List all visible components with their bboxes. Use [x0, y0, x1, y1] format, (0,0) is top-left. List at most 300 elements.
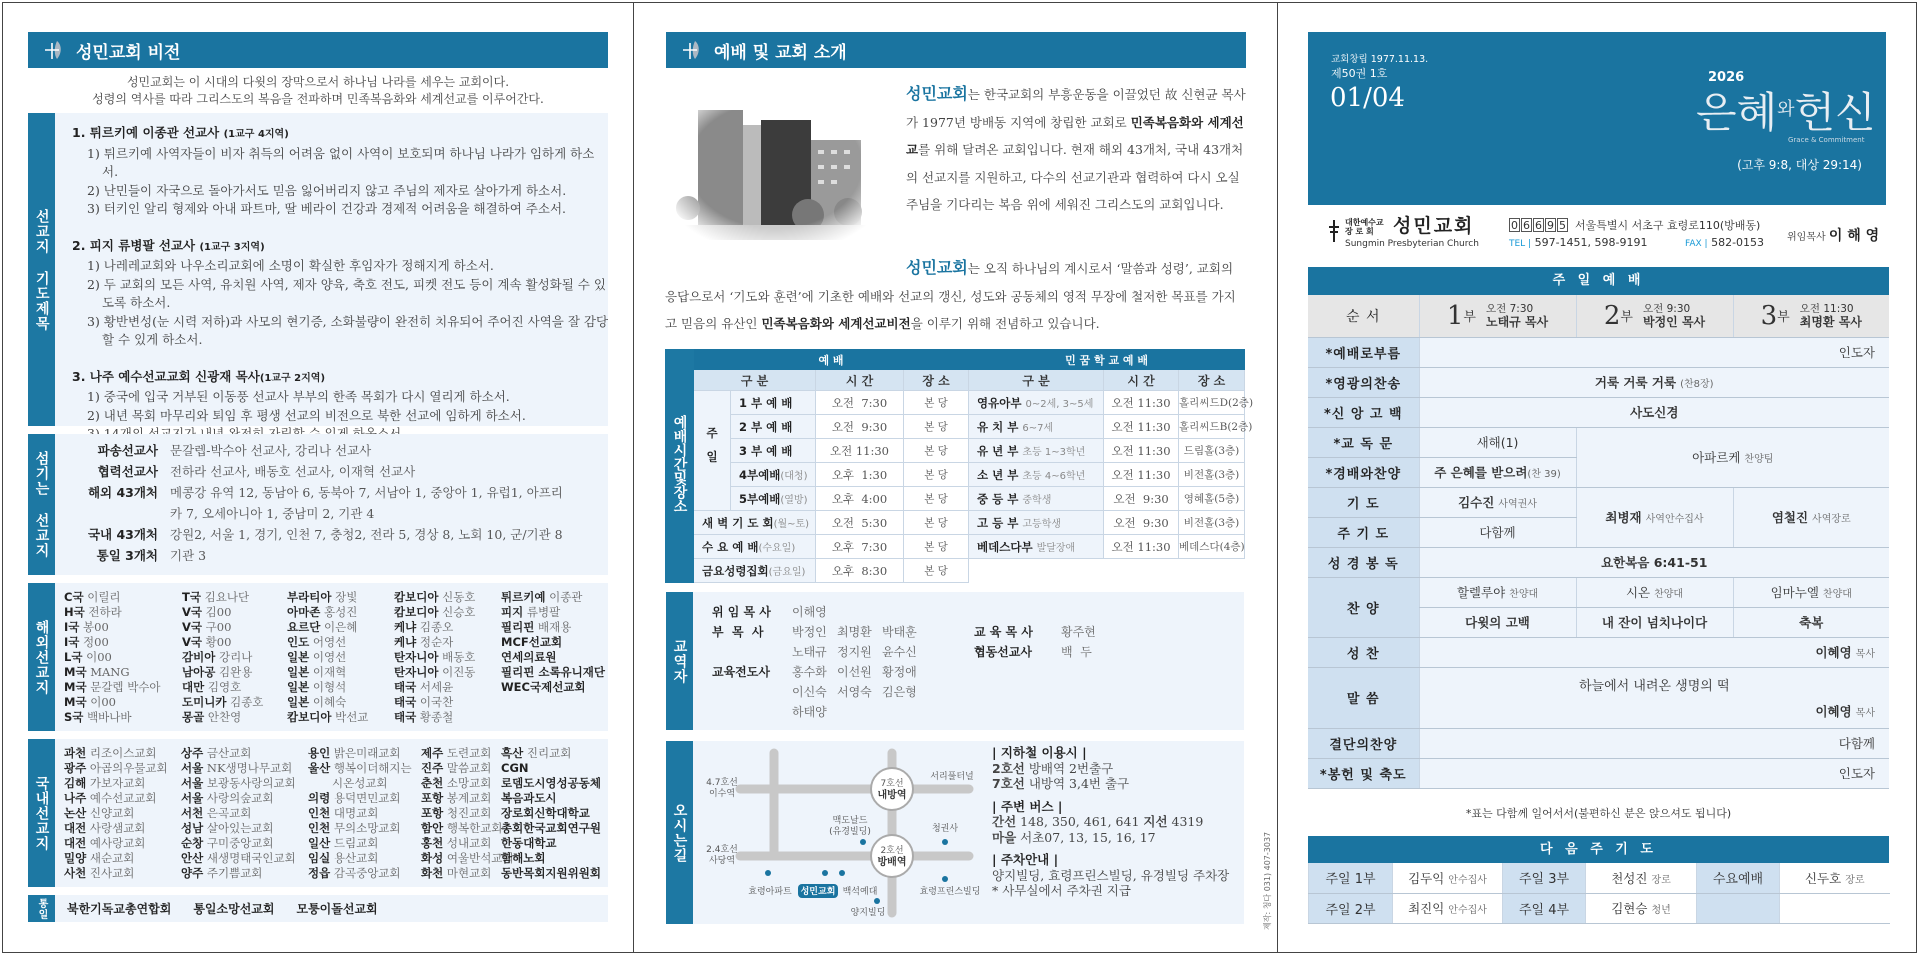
- list-item: [64, 665, 161, 680]
- name: 이진동: [442, 665, 476, 679]
- bus-numbers: 서초07, 13, 15, 16, 17: [1020, 829, 1156, 845]
- list-item: [182, 710, 263, 725]
- name: 리조이스교회: [89, 746, 157, 760]
- map-label: 사당역: [708, 856, 736, 866]
- list-item: [181, 851, 296, 866]
- list-item: [64, 620, 161, 635]
- staff-name: 김은형: [882, 685, 917, 699]
- list-item: [64, 821, 168, 836]
- region: 홍천: [421, 836, 444, 850]
- list-item: [394, 650, 475, 665]
- list-item: [287, 635, 368, 650]
- text-run: 는 한국교회의 부흥운동을 이끌었던 故 신현균 목사가 1977년 방배동 지역에 창립한 교회로: [906, 87, 1246, 130]
- dept-time: 오전 9:30: [1104, 511, 1179, 535]
- region: 태국: [394, 710, 417, 724]
- service-name: [694, 511, 816, 535]
- row-label: *경배와찬양: [1308, 457, 1419, 487]
- list-item: [64, 836, 168, 851]
- region: 함안: [421, 821, 444, 835]
- name: 이종관: [549, 590, 583, 604]
- list-item: [501, 776, 601, 791]
- list-item: [287, 650, 368, 665]
- staff-name: 백 두: [1061, 645, 1092, 659]
- name: 소망교회: [446, 776, 492, 790]
- service-name-text: 수 요 예 배: [702, 539, 759, 554]
- prayer-point: 3) 터키인 알리 형제와 아내 파트마, 딸 베라이 건강과 경제적 어려움을 해결하여 주소서.: [87, 201, 567, 216]
- name: 행복이더해지는: [333, 761, 412, 775]
- map-label-church: 성민교회: [800, 887, 836, 897]
- parking-heading: | 주차안내 |: [992, 852, 1059, 867]
- name: 새순교회: [89, 851, 135, 865]
- map-label: (유경빌딩): [829, 827, 871, 837]
- service-note: (월~토): [773, 518, 810, 530]
- service-place: 본 당: [904, 415, 969, 439]
- zip-code: [1509, 218, 1568, 232]
- dept-name: [969, 439, 1104, 463]
- region: 흑산: [501, 746, 524, 760]
- list-item: [181, 791, 296, 806]
- region: CGN: [501, 761, 529, 775]
- staff-role: 교육전도사: [712, 665, 770, 679]
- overseas-section: [28, 583, 608, 731]
- dept-name-text: 중 등 부: [977, 491, 1019, 506]
- name: 무의소망교회: [333, 821, 401, 835]
- name: 구00: [205, 620, 232, 634]
- offering-benediction: 인도자: [1419, 758, 1889, 788]
- list-item: [308, 776, 412, 791]
- region: M국: [64, 665, 87, 679]
- list-column: [421, 746, 514, 881]
- intro-header: [666, 32, 1246, 68]
- table-row: [666, 439, 1245, 463]
- worship-schedule-table: [665, 349, 1254, 583]
- name: 성내교회: [446, 836, 492, 850]
- list-item: [421, 761, 514, 776]
- region: 인천: [308, 821, 331, 835]
- name: MANG: [90, 665, 130, 679]
- region: 함해노회: [501, 851, 546, 865]
- region: 필리핀 소록유니재단: [501, 665, 605, 679]
- theme-verse: (고후 9:8, 대상 29:14): [1737, 158, 1862, 172]
- region: 연세의료원: [501, 650, 557, 664]
- staff-label: 교역자: [666, 592, 693, 730]
- name: 이혜숙: [312, 695, 347, 709]
- sermon: 하늘에서 내려온 생명의 떡 이혜영 목사: [1419, 667, 1889, 728]
- region: 일본: [287, 665, 310, 679]
- name: NK생명나무교회: [206, 761, 293, 775]
- region: 화천: [421, 866, 444, 880]
- region: 피지: [501, 605, 524, 619]
- list-item: [182, 605, 263, 620]
- text-run: 는 오직 하나님의 계시로서 ‘말씀과 성령’, 교회의 응답으로서 ‘기도와 훈련’에 기초한 예배와 선교의 갱신, 성도와 공동체의 영적 무장에 철저한 목표를 가지고 믿음의 유산인: [665, 261, 1236, 331]
- choir: 임마누엘 찬양대: [1733, 577, 1889, 607]
- list-item: [181, 761, 296, 776]
- map-label: 효령프린스빌딩: [919, 887, 981, 897]
- person-title: 안수집사: [1448, 874, 1487, 886]
- col-place: 장 소: [1179, 370, 1245, 391]
- list-column: [501, 590, 605, 695]
- dept-name-text: 베데스다부: [977, 539, 1033, 554]
- list-item: [181, 836, 296, 851]
- unification-label: 통일: [28, 895, 55, 922]
- creed: 사도신경: [1419, 397, 1889, 427]
- region: 동반목회지원위원회: [501, 866, 601, 880]
- table-row: [666, 535, 1245, 559]
- list-item: [501, 746, 601, 761]
- staff-name: 정지원: [837, 645, 872, 659]
- list-item: [181, 806, 296, 821]
- list-item: [287, 620, 368, 635]
- prayer-point: 1) 중국에 입국 거부된 이동풍 선교사 부부의 한족 목회가 다시 열리게 하소서.: [87, 389, 510, 404]
- map-label: 청권사: [931, 824, 959, 834]
- responsive-reading: 새해(1): [1419, 427, 1576, 457]
- prayer-point: 1) 나레레교회와 나우소리교회에 소명이 확실한 후임자가 정해지게 하소서.: [87, 258, 494, 273]
- name: 신동호: [442, 590, 476, 604]
- name: 황00: [205, 635, 232, 649]
- map-label: 방배역: [877, 857, 907, 868]
- region: 사천: [64, 866, 87, 880]
- service-place: 본 당: [904, 487, 969, 511]
- region: 포항: [421, 791, 444, 805]
- serving-row: [55, 524, 608, 545]
- region: 부라티아: [287, 590, 332, 604]
- name: 감곡중앙교회: [333, 866, 401, 880]
- vision-line: 성령의 역사를 따라 그리스도의 복음을 전파하며 민족복음화와 세계선교를 이루어간다.: [92, 92, 544, 106]
- slot-person: [1393, 893, 1503, 923]
- name: 류병팔: [526, 605, 561, 619]
- region: 일산: [308, 836, 331, 850]
- church-identity: [1325, 215, 1885, 252]
- list-item: [287, 605, 368, 620]
- service-name-text: 3 부 예 배: [739, 443, 793, 458]
- church-building-photo: [673, 90, 878, 240]
- row-label: 성 찬: [1308, 637, 1419, 667]
- missionary-name: 3. 나주 예수선교교회 신광재 목사: [72, 368, 260, 384]
- lords-prayer: 다함께: [1419, 517, 1576, 547]
- text-run: 민족복음화와 세계선교: [906, 114, 1244, 157]
- school-header: 민 꿈 학 교 예 배: [969, 350, 1245, 370]
- serving-row: [55, 482, 608, 524]
- name: 이00: [86, 650, 112, 664]
- region: 몽골: [182, 710, 205, 724]
- list-item: [287, 590, 368, 605]
- slot-label: 주일 3부: [1503, 863, 1586, 893]
- name: 강리나: [218, 650, 253, 664]
- region: 광주: [64, 761, 87, 775]
- order-header: 순 서: [1308, 295, 1419, 337]
- name: 살아있는교회: [206, 821, 274, 835]
- list-item: [308, 836, 412, 851]
- list-item: [394, 590, 475, 605]
- list-item: [64, 710, 161, 725]
- dept-note: 발달장애: [1036, 542, 1076, 554]
- name: 용덕면민교회: [333, 791, 401, 805]
- name: 예사랑교회: [89, 836, 146, 850]
- service-name: [731, 391, 816, 415]
- name: 배재용: [537, 620, 572, 634]
- prayer-point: 2) 난민들이 자국으로 돌아가서도 믿음 잃어버리지 않고 주님의 제자로 살아가게 하소서.: [87, 182, 567, 198]
- list-item: [421, 836, 514, 851]
- region: WEC국제선교회: [501, 680, 586, 694]
- service-note: (열방): [780, 494, 808, 506]
- row-label: 결단의찬양: [1308, 728, 1419, 758]
- map-label: 백석예대: [842, 887, 878, 897]
- serving-key: 국내 43개처: [87, 527, 158, 542]
- row-label: *신 앙 고 백: [1308, 397, 1419, 427]
- region: 논산: [64, 806, 87, 820]
- list-item: [64, 851, 168, 866]
- region: I국: [64, 635, 80, 649]
- part-number: 1: [1446, 300, 1464, 331]
- region: 태국: [394, 680, 417, 694]
- region: 순창: [181, 836, 204, 850]
- region: 탄자니아: [394, 665, 439, 679]
- location-map: [700, 741, 990, 924]
- region: 케냐: [394, 620, 417, 634]
- name: 홍성진: [323, 605, 358, 619]
- serving-key: 파송선교사: [97, 443, 158, 458]
- prayer-item-title: [72, 237, 608, 258]
- prayer-1: 김수진 사역권사: [1419, 487, 1576, 517]
- senior-pastor: 위임목사 이 해 영: [1787, 228, 1880, 244]
- name: 도련교회: [446, 746, 492, 760]
- name: 새생명태국인교회: [206, 851, 296, 865]
- list-item: [182, 665, 263, 680]
- schedule-label-text: 예배시간및장소: [671, 415, 688, 513]
- name: 서세윤: [419, 680, 454, 694]
- list-item: [501, 665, 605, 680]
- list-item: [421, 791, 514, 806]
- slot-label: 주일 4부: [1503, 893, 1586, 923]
- row-label: *봉헌 및 축도: [1308, 758, 1419, 788]
- dept-place: 홀리씨드D(2층): [1179, 391, 1245, 415]
- zip-digit: 0: [1511, 219, 1518, 232]
- credit-text: 제작: 청다 031) 407-3037: [1263, 831, 1272, 930]
- zip-digit: 9: [1547, 219, 1554, 232]
- list-item: [64, 605, 161, 620]
- list-item: [394, 620, 475, 635]
- region: 캄보디아: [394, 605, 439, 619]
- list-item: [287, 680, 368, 695]
- dept-place: 영혜홀(5층): [1179, 487, 1245, 511]
- dept-note: 고등학생: [1022, 518, 1062, 530]
- list-item: [501, 836, 601, 851]
- region: 필리핀: [501, 620, 535, 634]
- serving-value: 문갈렙-박수아 선교사, 강리나 선교사: [170, 443, 372, 458]
- table-row: [666, 463, 1245, 487]
- service-part-header: [1419, 295, 1576, 337]
- serving-value: 강원2, 서울 1, 경기, 인천 7, 충청2, 전라 5, 경상 8, 노회 10, 군/기관 8: [170, 527, 563, 542]
- name: 김종호: [230, 695, 264, 709]
- list-item: [501, 806, 601, 821]
- region: 임실: [308, 851, 331, 865]
- person-name: 최진익: [1408, 901, 1445, 916]
- staff-name: 노태규: [792, 645, 827, 659]
- name: 김완용: [218, 665, 253, 679]
- region: V국: [182, 635, 203, 649]
- name: 여울반석교회: [446, 851, 514, 865]
- prayer-point: 3) 황반변성(눈 시력 저하)과 사모의 현기증, 소화불량이 완전히 치유되어 주어진 사역을 잘 감당할 수 있게 하소서.: [87, 313, 609, 347]
- list-column: [308, 746, 412, 881]
- list-column: [287, 590, 368, 725]
- vision-line: 성민교회는 이 시대의 다윗의 장막으로서 하나님 나라를 세우는 교회이다.: [126, 75, 510, 89]
- list-item: [308, 791, 412, 806]
- region: 탄자니아: [394, 650, 439, 664]
- staff-role: 부 목 사: [712, 625, 764, 639]
- name: 은곡교회: [206, 806, 252, 820]
- service-place: 본 당: [904, 535, 969, 559]
- bus-heading: | 주변 버스 |: [992, 798, 1063, 814]
- list-item: [394, 665, 475, 680]
- serving-label: 섬기는 선교지: [28, 434, 55, 575]
- region: 복음과도시: [501, 791, 557, 805]
- service-note: (수요일): [758, 542, 796, 554]
- name: 보광동사랑의교회: [206, 776, 296, 790]
- region: 인도: [287, 635, 310, 649]
- slot-person: [1586, 863, 1697, 893]
- name: 진리교회: [526, 746, 572, 760]
- service-note: (대청): [780, 470, 808, 482]
- bus-numbers: 148, 350, 461, 641: [1020, 814, 1144, 829]
- part-leader: 최명환 목사: [1799, 314, 1862, 329]
- name: 이국찬: [419, 695, 454, 709]
- bus-type: 지선: [1143, 814, 1168, 829]
- anthem-title: 축복: [1733, 607, 1889, 637]
- row-label: *영광의찬송: [1308, 367, 1419, 397]
- list-item: [308, 851, 412, 866]
- serving-value: 전하라 선교사, 배동호 선교사, 이재혁 선교사: [170, 464, 416, 479]
- list-item: [421, 866, 514, 881]
- name: 정순자: [419, 635, 454, 649]
- region: 아마존: [287, 605, 321, 619]
- person-title: 장로: [1651, 874, 1671, 886]
- service-name: [694, 535, 816, 559]
- list-item: [501, 605, 605, 620]
- name: 안찬영: [207, 710, 242, 724]
- list-item: [182, 620, 263, 635]
- person-name: 김두익: [1408, 870, 1445, 886]
- missionary-name: 2. 피지 류병팔 선교사: [72, 237, 200, 253]
- region: 용인: [308, 746, 331, 760]
- region: 서울: [181, 761, 204, 775]
- map-label: 내방역: [877, 790, 907, 801]
- list-item: [501, 821, 601, 836]
- map-label: 4.7호선: [706, 778, 738, 788]
- region: 김해: [64, 776, 87, 790]
- dept-name: [969, 535, 1104, 559]
- table-row: [666, 415, 1245, 439]
- prayer-item-title: [72, 124, 608, 145]
- subway-heading: | 지하철 이용시 |: [992, 745, 1087, 760]
- founded-date: 교회창립 1977.11.13.: [1331, 54, 1429, 65]
- name: 배동호: [442, 650, 476, 664]
- service-name-text: 4부예배: [739, 467, 781, 482]
- region: 정읍: [308, 866, 331, 880]
- prayer-item-title: [72, 368, 608, 389]
- table-row: [666, 391, 1245, 415]
- region: 상주: [181, 746, 204, 760]
- list-item: [64, 866, 168, 881]
- naebang-station-marker: [871, 768, 913, 810]
- name: 봉00: [83, 620, 109, 634]
- col-category: 구 분: [694, 370, 816, 391]
- list-item: [394, 680, 475, 695]
- col-time: 시 간: [1104, 370, 1179, 391]
- dept-name: [969, 463, 1104, 487]
- district: (1교구 3지역): [199, 241, 265, 253]
- name: 청진교회: [446, 806, 492, 820]
- prayer-point: 1) 튀르키예 사역자들이 비자 취득의 어려움 없이 사역이 보호되며 하나님 나라가 임하게 하소서.: [87, 145, 595, 179]
- part-time: 오전 9:30: [1642, 302, 1691, 315]
- dept-time: 오전 11:30: [1104, 439, 1179, 463]
- praise-song: 주 은혜를 받으려(찬 39): [1419, 457, 1576, 487]
- name: 신양교회: [89, 806, 135, 820]
- region: 화성: [421, 851, 444, 865]
- region: I국: [64, 620, 80, 634]
- choir: 할렐루야 찬양대: [1419, 577, 1576, 607]
- dept-place: 홀리씨드B(2층): [1179, 415, 1245, 439]
- table-title-row: [666, 350, 1245, 370]
- service-place: 본 당: [904, 559, 969, 583]
- list-item: [182, 695, 263, 710]
- name: 정00: [83, 635, 109, 649]
- staff-name: 이해영: [792, 605, 827, 619]
- region: 튀르키예: [501, 590, 546, 604]
- list-item: [501, 650, 605, 665]
- list-item: [308, 821, 412, 836]
- bus-type: 간선: [992, 814, 1017, 829]
- service-time: 오전 5:30: [816, 511, 904, 535]
- name: 이재혁: [312, 665, 347, 679]
- text-run: 를 위해 달려온 교회입니다. 현재 해외 43개처, 국내 43개처의 선교지를 지원하고, 다수의 선교기관과 협력하여 다시 오실 주님을 기다리는 복음 위에 세워진 그리스도의 교회입니다.: [906, 142, 1244, 212]
- region: 성남: [181, 821, 204, 835]
- list-item: [501, 680, 605, 695]
- directions-label: 오시는길: [666, 741, 693, 924]
- staff-role: 위 임 목 사: [712, 605, 771, 619]
- vision-statement: [28, 74, 608, 108]
- church-name-english: Sungmin Presbyterian Church: [1345, 239, 1479, 249]
- prayer-2: 최병재 사역안수집사: [1576, 487, 1733, 547]
- choir: 시온 찬양대: [1576, 577, 1733, 607]
- name: 사랑샘교회: [89, 821, 146, 835]
- staff-role: 교 육 목 사: [974, 625, 1033, 639]
- person-name: 신두호: [1804, 870, 1842, 886]
- name: 김영호: [207, 680, 242, 694]
- praise-team: 아파르케 찬양팀: [1576, 427, 1889, 487]
- unification-org: 북한기독교총연합회: [67, 902, 172, 916]
- region: V국: [182, 605, 203, 619]
- name: 예수선교교회: [89, 791, 157, 805]
- region: 일본: [287, 680, 310, 694]
- map-label: 2.4호선: [706, 845, 738, 855]
- worship-header: 예 배: [694, 350, 969, 370]
- denomination-logo-icon: [1327, 220, 1341, 242]
- region: 로뎀도시영성공동체: [501, 776, 601, 790]
- dept-name-text: 영유아부: [977, 395, 1022, 410]
- dept-time: 오전 11:30: [1104, 391, 1179, 415]
- part-leader: 박정인 목사: [1642, 314, 1706, 329]
- name: 사랑의숲교회: [206, 791, 274, 805]
- name: 황종철: [419, 710, 454, 724]
- region: 일본: [287, 695, 310, 709]
- theme-year: 2026: [1708, 70, 1745, 85]
- communion: 이혜영 목사: [1419, 637, 1889, 667]
- name: 문갈렙 박수아: [90, 680, 161, 694]
- region: S국: [64, 710, 84, 724]
- part-time: 오전 7:30: [1485, 302, 1534, 315]
- region: 나주: [64, 791, 87, 805]
- theme-english: Grace & Commitment: [1788, 136, 1865, 144]
